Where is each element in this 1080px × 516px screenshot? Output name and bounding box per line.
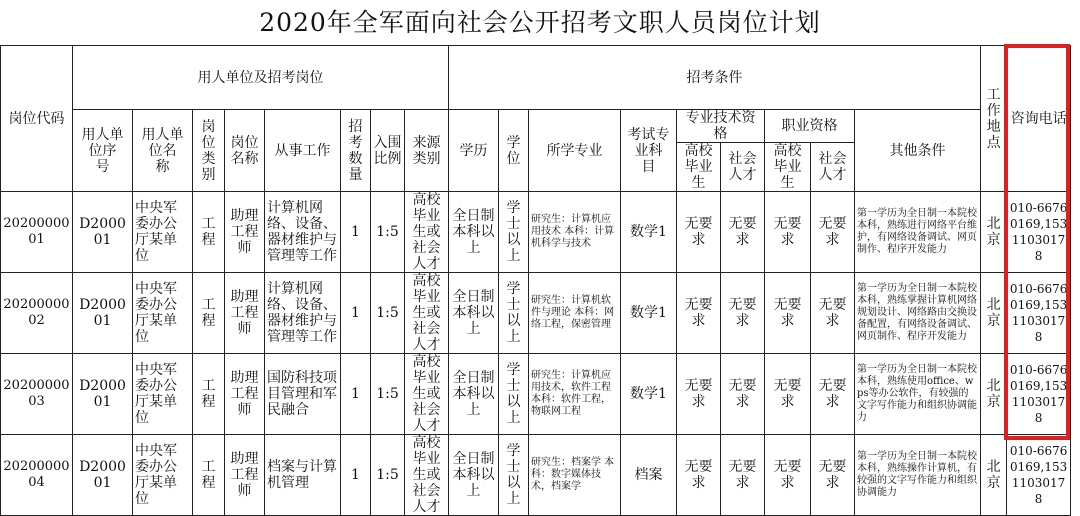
header-career-grad: 高校毕业生 [765,143,811,192]
header-career-group: 职业资格 [765,110,855,143]
cell-quota: 1 [341,192,371,273]
header-tech-social: 社会人才 [721,143,765,192]
header-education: 学历 [449,110,499,192]
cell-ratio: 1:5 [371,354,405,435]
header-unit-no: 用人单位序 号 [73,110,133,192]
cell-ratio: 1:5 [371,192,405,273]
cell-degree: 学士以上 [499,273,529,354]
cell-phone: 010-66760169,15311030178 [1007,273,1071,354]
cell-exam: 数学1 [621,354,677,435]
cell-location: 北京 [981,354,1007,435]
cell-unit-name: 中央军委办公厅某单位 [133,435,193,516]
cell-phone: 010-66760169,15311030178 [1007,354,1071,435]
header-tech-group: 专业技术资格 [677,110,765,143]
cell-tech-grad: 无要求 [677,192,721,273]
cell-unit-name: 中央军委办公厅某单位 [133,354,193,435]
cell-post-type: 工程 [193,435,225,516]
header-work: 从事工作 [265,110,341,192]
cell-position-code: 2020000003 [1,354,73,435]
cell-post-name: 助理工程师 [225,354,265,435]
cell-post-name: 助理工程师 [225,435,265,516]
cell-unit-name: 中央军委办公厅某单位 [133,273,193,354]
cell-source: 高校毕业生或社会人才 [405,192,449,273]
cell-unit-no: D200001 [73,273,133,354]
cell-post-type: 工程 [193,354,225,435]
cell-post-name: 助理工程师 [225,192,265,273]
cell-tech-grad: 无要求 [677,435,721,516]
cell-tech-grad: 无要求 [677,273,721,354]
cell-career-social: 无要求 [811,435,855,516]
table-row [1,435,1071,516]
cell-exam: 档案 [621,435,677,516]
cell-degree: 学士以上 [499,192,529,273]
cell-major: 研究生：档案学 本科：数字媒体技术，档案学 [529,435,621,516]
cell-location: 北京 [981,273,1007,354]
table-row [1,273,1071,354]
cell-other: 第一学历为全日制一本院校本科，熟练操作计算机，有较强的文字写作能力和组织协调能力 [855,435,981,516]
header-unit-name: 用人单位名 称 [133,110,193,192]
cell-exam: 数学1 [621,273,677,354]
cell-exam: 数学1 [621,192,677,273]
cell-work: 计算机网络、设备、器材维护与管理等工作 [265,192,341,273]
cell-post-type: 工程 [193,192,225,273]
cell-education: 全日制本科以上 [449,354,499,435]
cell-education: 全日制本科以上 [449,192,499,273]
table-row [1,354,1071,435]
cell-tech-social: 无要求 [721,192,765,273]
cell-ratio: 1:5 [371,435,405,516]
cell-degree: 学士以上 [499,435,529,516]
cell-career-grad: 无要求 [765,192,811,273]
table-row [1,192,1071,273]
header-post-name: 岗位名称 [225,110,265,192]
cell-career-social: 无要求 [811,192,855,273]
cell-quota: 1 [341,354,371,435]
cell-career-grad: 无要求 [765,435,811,516]
header-location: 工作地点 [981,46,1007,192]
cell-education: 全日制本科以上 [449,273,499,354]
header-post-type: 岗位类别 [193,110,225,192]
header-quota: 招考数量 [341,110,371,192]
cell-position-code: 2020000004 [1,435,73,516]
cell-phone: 010-66760169,15311030178 [1007,192,1071,273]
cell-other: 第一学历为全日制一本院校本科，熟练进行网络平台维护，有网络设备调试、网页制作、程序开发能力 [855,192,981,273]
header-career-social: 社会人才 [811,143,855,192]
header-tech-grad: 高校毕业生 [677,143,721,192]
cell-work: 计算机网络、设备、器材维护与管理等工作 [265,273,341,354]
cell-tech-social: 无要求 [721,435,765,516]
header-phone: 咨询电话 [1007,46,1071,192]
cell-source: 高校毕业生或社会人才 [405,354,449,435]
cell-major: 研究生：计算机应用技术 本科：计算机科学与技术 [529,192,621,273]
cell-unit-name: 中央军委办公厅某单位 [133,192,193,273]
cell-career-social: 无要求 [811,273,855,354]
header-major: 所学专业 [529,110,621,192]
header-unit-group: 用人单位及招考岗位 [73,46,449,110]
cell-career-social: 无要求 [811,354,855,435]
cell-location: 北京 [981,192,1007,273]
header-degree: 学位 [499,110,529,192]
cell-career-grad: 无要求 [765,354,811,435]
cell-position-code: 2020000001 [1,192,73,273]
cell-position-code: 2020000002 [1,273,73,354]
cell-major: 研究生：计算机软件与理论 本科：网络工程，保密管理 [529,273,621,354]
cell-other: 第一学历为全日制一本院校本科，熟练掌握计算机网络规划设计、网络路由交换设备配置，有网络设备调试、网页制作、程序开发能力 [855,273,981,354]
cell-ratio: 1:5 [371,273,405,354]
cell-post-type: 工程 [193,273,225,354]
cell-work: 档案与计算机管理 [265,435,341,516]
header-position-code: 岗位代码 [1,46,73,192]
cell-phone: 010-66760169,15311030178 [1007,435,1071,516]
cell-unit-no: D200001 [73,192,133,273]
cell-tech-social: 无要求 [721,354,765,435]
position-plan-table [0,45,1071,516]
page-title: 2020年全军面向社会公开招考文职人员岗位计划 [259,8,821,37]
cell-career-grad: 无要求 [765,273,811,354]
cell-source: 高校毕业生或社会人才 [405,273,449,354]
header-conditions-group: 招考条件 [449,46,981,110]
cell-tech-grad: 无要求 [677,354,721,435]
cell-source: 高校毕业生或社会人才 [405,435,449,516]
cell-quota: 1 [341,435,371,516]
header-other: 其他条件 [855,110,981,192]
cell-tech-social: 无要求 [721,273,765,354]
cell-major: 研究生：计算机应用技术，软件工程 本科：软件工程，物联网工程 [529,354,621,435]
header-exam: 考试专业科 目 [621,110,677,192]
header-source: 来源类别 [405,110,449,192]
cell-post-name: 助理工程师 [225,273,265,354]
cell-work: 国防科技项目管理和军民融合 [265,354,341,435]
cell-unit-no: D200001 [73,354,133,435]
header-ratio: 入围比例 [371,110,405,192]
cell-quota: 1 [341,273,371,354]
cell-education: 全日制本科以上 [449,435,499,516]
cell-degree: 学士以上 [499,354,529,435]
cell-other: 第一学历为全日制一本院校本科，熟练使用office、wps等办公软件，有较强的文字写作能力和组织协调能力 [855,354,981,435]
cell-unit-no: D200001 [73,435,133,516]
cell-location: 北京 [981,435,1007,516]
